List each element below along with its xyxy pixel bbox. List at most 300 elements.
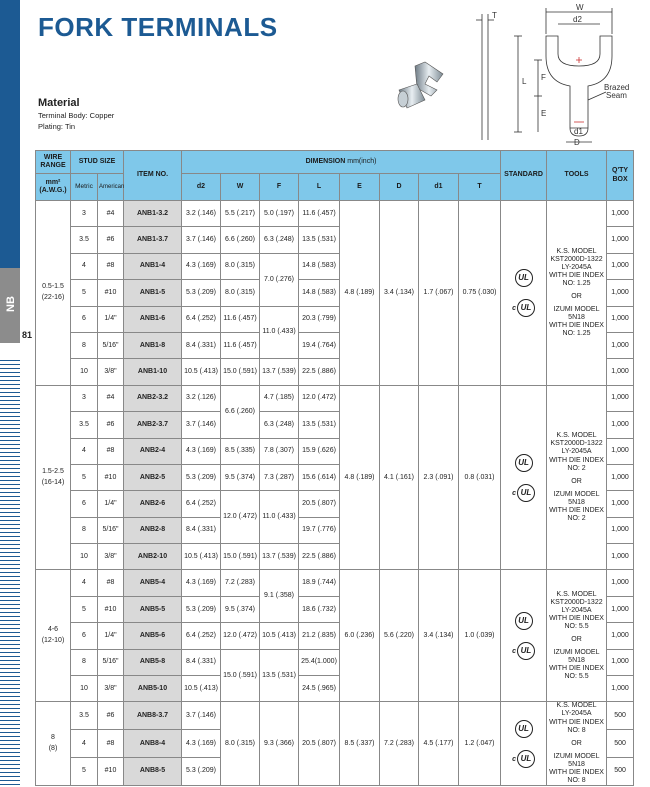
header-l: L [299, 174, 340, 201]
qty-cell: 1,000 [607, 649, 634, 675]
tools-line: NO: 2 [567, 514, 586, 522]
tools-line: NO: 1.25 [562, 279, 591, 287]
stud-metric-cell: 3 [71, 201, 98, 227]
cul-c-text: c [512, 304, 516, 312]
dim-d2-cell: 6.4 (.252) [182, 306, 221, 332]
tools-line: NO: 5.5 [564, 622, 589, 630]
tools-cell [547, 385, 607, 570]
dim-d2-cell: 4.3 (.169) [182, 570, 221, 596]
item-no-cell: ANB1-3.7 [124, 227, 182, 253]
qty-cell: 1,000 [607, 676, 634, 702]
ul-mark-icon: UL [515, 612, 533, 630]
dim-w-cell: 12.0 (.472) [221, 491, 260, 544]
dim-l-cell: 21.2 (.835) [299, 623, 340, 649]
stud-metric-cell: 6 [71, 623, 98, 649]
stud-metric-cell: 3.5 [71, 227, 98, 253]
item-no-cell: ANB2-6 [124, 491, 182, 517]
item-no-cell: ANB1-4 [124, 253, 182, 279]
dim-d-cell: 7.2 (.283) [380, 702, 419, 785]
material-block [38, 97, 114, 131]
dimension-diagram [466, 0, 646, 145]
ul-mark-icon: UL [515, 269, 533, 287]
dim-d2-cell: 6.4 (.252) [182, 623, 221, 649]
cul-mark-icon [512, 299, 535, 317]
wire-range-awg: (8) [48, 745, 58, 753]
side-tab[interactable] [0, 268, 20, 343]
dim-w-cell: 5.5 (.217) [221, 201, 260, 227]
qty-cell: 1,000 [607, 332, 634, 358]
tools-line: K.S. MODEL [556, 702, 597, 710]
tools-line: LY-2045A [561, 448, 592, 456]
dim-e-cell: 4.8 (.189) [340, 385, 380, 570]
tools-line: WITH DIE INDEX [549, 456, 604, 464]
qty-cell: 1,000 [607, 280, 634, 306]
stud-american-cell: #6 [98, 702, 124, 730]
item-no-cell: ANB8-3.7 [124, 702, 182, 730]
dim-w-cell: 8.0 (.315) [221, 280, 260, 306]
tools-line: KST2000D-1322 [550, 440, 603, 448]
tools-line: KST2000D-1322 [550, 598, 603, 606]
tools-line: WITH DIE INDEX [549, 506, 604, 514]
stud-metric-cell: 8 [71, 649, 98, 675]
wire-range-cell [36, 570, 71, 702]
item-no-cell: ANB2-8 [124, 517, 182, 543]
qty-cell: 1,000 [607, 359, 634, 385]
dim-f-cell: 9.3 (.366) [260, 702, 299, 785]
dim-d2-cell: 10.5 (.413) [182, 359, 221, 385]
qty-cell: 500 [607, 730, 634, 758]
header-d: D [380, 174, 419, 201]
tools-cell [547, 570, 607, 702]
dim-d2-cell: 10.5 (.413) [182, 676, 221, 702]
item-no-cell: ANB2-10 [124, 544, 182, 570]
qty-cell: 500 [607, 758, 634, 786]
stud-metric-cell: 4 [71, 570, 98, 596]
wire-range-mm: 1.5-2.5 [42, 468, 64, 476]
dim-d-label: D [574, 138, 580, 145]
tools-line: K.S. MODEL [556, 432, 597, 440]
dim-d1-cell: 4.5 (.177) [419, 702, 459, 785]
stud-metric-cell: 6 [71, 491, 98, 517]
item-no-cell: ANB5-5 [124, 596, 182, 622]
wire-range-mm: 8 [51, 734, 55, 742]
tools-line: 5N18 [568, 498, 585, 506]
stud-american-cell: 1/4" [98, 306, 124, 332]
item-no-cell: ANB1-10 [124, 359, 182, 385]
ul-mark-icon: UL [515, 454, 533, 472]
qty-cell: 1,000 [607, 517, 634, 543]
dim-w-cell: 15.0 (.591) [221, 649, 260, 702]
dim-f-cell: 13.7 (.539) [260, 544, 299, 570]
dim-f-cell: 10.5 (.413) [260, 623, 299, 649]
tools-line: OR [571, 635, 582, 643]
header-dimension-unit: mm(inch) [347, 157, 377, 165]
dim-f-cell: 5.0 (.197) [260, 201, 299, 227]
dim-t-cell: 1.0 (.039) [459, 570, 501, 702]
header-item-no: ITEM NO. [124, 151, 182, 201]
dim-l-cell: 25.4(1.000) [299, 649, 340, 675]
dim-w-cell: 15.0 (.591) [221, 544, 260, 570]
side-bar [0, 0, 20, 787]
dim-l-cell: 12.0 (.472) [299, 385, 340, 411]
tools-line: LY-2045A [561, 710, 592, 718]
dim-d2-cell: 3.7 (.146) [182, 227, 221, 253]
stud-metric-cell: 3.5 [71, 702, 98, 730]
cul-c-text: c [512, 755, 516, 763]
stud-metric-cell: 6 [71, 306, 98, 332]
item-no-cell: ANB2-4 [124, 438, 182, 464]
dim-d2-cell: 5.3 (.209) [182, 464, 221, 490]
wire-range-awg: (12-10) [41, 637, 65, 645]
header-f: F [260, 174, 299, 201]
header-standard: STANDARD [501, 151, 547, 201]
stud-american-cell: #8 [98, 570, 124, 596]
tools-line: K.S. MODEL [556, 247, 597, 255]
stud-american-cell: 5/16" [98, 649, 124, 675]
tools-line: NO: 2 [567, 464, 586, 472]
cul-mark-icon [512, 484, 535, 502]
header-qty-line1: Q'TY [612, 167, 629, 175]
dim-d1-cell: 3.4 (.134) [419, 570, 459, 702]
tools-line: 5N18 [568, 313, 585, 321]
table-row [36, 385, 634, 411]
wire-range-cell [36, 702, 71, 785]
stud-american-cell: 1/4" [98, 491, 124, 517]
dim-l-cell: 19.4 (.764) [299, 332, 340, 358]
tools-line: NO: 8 [567, 726, 586, 734]
qty-cell: 1,000 [607, 491, 634, 517]
header-wire-unit-mm: mm² [45, 178, 61, 186]
ul-mark-icon: UL [515, 720, 533, 738]
standard-cell [501, 702, 547, 785]
tools-line: WITH DIE INDEX [549, 271, 604, 279]
wire-range-awg: (22-16) [41, 294, 65, 302]
stud-metric-cell: 5 [71, 464, 98, 490]
header-american: American [98, 174, 124, 201]
cul-ul-text: UL [517, 484, 535, 502]
side-stripes [0, 360, 20, 787]
stud-american-cell: 3/8" [98, 544, 124, 570]
table-row [36, 702, 634, 730]
dim-w-cell: 6.6 (.260) [221, 385, 260, 438]
stud-metric-cell: 3 [71, 385, 98, 411]
qty-cell: 1,000 [607, 544, 634, 570]
dim-d2-cell: 3.7 (.146) [182, 702, 221, 730]
dim-l-cell: 20.3 (.799) [299, 306, 340, 332]
dim-d2-cell: 8.4 (.331) [182, 649, 221, 675]
tools-line: LY-2045A [561, 263, 592, 271]
dim-f-label: F [541, 73, 546, 82]
dim-l-cell: 11.6 (.457) [299, 201, 340, 227]
item-no-cell: ANB5-6 [124, 623, 182, 649]
item-no-cell: ANB5-10 [124, 676, 182, 702]
wire-range-mm: 0.5-1.5 [42, 283, 64, 291]
tools-line: OR [571, 477, 582, 485]
header-tools: TOOLS [547, 151, 607, 201]
item-no-cell: ANB2-3.2 [124, 385, 182, 411]
tools-line: KST2000D-1322 [550, 255, 603, 263]
cul-c-text: c [512, 489, 516, 497]
wire-range-cell [36, 201, 71, 386]
wire-range-awg: (16-14) [41, 479, 65, 487]
stud-metric-cell: 5 [71, 596, 98, 622]
dim-d2-cell: 4.3 (.169) [182, 253, 221, 279]
item-no-cell: ANB1-8 [124, 332, 182, 358]
dim-w-cell: 8.5 (.335) [221, 438, 260, 464]
header-wire-unit-awg: (A.W.G.) [39, 187, 67, 194]
qty-cell: 1,000 [607, 464, 634, 490]
tools-line: IZUMI MODEL [553, 648, 600, 656]
dim-d2-cell: 8.4 (.331) [182, 332, 221, 358]
dim-e-label: E [541, 109, 547, 118]
header-metric: Metric [71, 174, 98, 201]
stud-metric-cell: 4 [71, 438, 98, 464]
stud-american-cell: #4 [98, 201, 124, 227]
dim-l-cell: 22.5 (.886) [299, 359, 340, 385]
dim-f-cell: 13.7 (.539) [260, 359, 299, 385]
tools-line: 5N18 [568, 760, 585, 768]
stud-metric-cell: 8 [71, 332, 98, 358]
stud-american-cell: 5/16" [98, 517, 124, 543]
dim-d2-cell: 10.5 (.413) [182, 544, 221, 570]
stud-american-cell: #6 [98, 227, 124, 253]
stud-american-cell: 3/8" [98, 359, 124, 385]
cul-ul-text: UL [517, 750, 535, 768]
tools-line: WITH DIE INDEX [549, 665, 604, 673]
stud-metric-cell: 5 [71, 280, 98, 306]
cul-c-text: c [512, 647, 516, 655]
cul-ul-text: UL [517, 642, 535, 660]
item-no-cell: ANB1-6 [124, 306, 182, 332]
item-no-cell: ANB8-4 [124, 730, 182, 758]
qty-cell: 1,000 [607, 306, 634, 332]
stud-american-cell: #10 [98, 280, 124, 306]
dim-l-cell: 19.7 (.776) [299, 517, 340, 543]
item-no-cell: ANB1-3.2 [124, 201, 182, 227]
tools-line: K.S. MODEL [556, 590, 597, 598]
material-plating: Plating: Tin [38, 122, 76, 131]
tools-line: OR [571, 739, 582, 747]
tools-line: NO: 1.25 [562, 330, 591, 338]
dim-l-cell: 15.9 (.626) [299, 438, 340, 464]
dim-l-cell: 18.9 (.744) [299, 570, 340, 596]
stud-american-cell: #6 [98, 412, 124, 438]
stud-metric-cell: 5 [71, 758, 98, 786]
dim-d-cell: 3.4 (.134) [380, 201, 419, 386]
header-t: T [459, 174, 501, 201]
dim-f-cell: 9.1 (.358) [260, 570, 299, 623]
dim-l-cell: 14.8 (.583) [299, 280, 340, 306]
dim-f-cell: 11.0 (.433) [260, 491, 299, 544]
stud-metric-cell: 10 [71, 359, 98, 385]
item-no-cell: ANB1-5 [124, 280, 182, 306]
cul-mark-icon [512, 642, 535, 660]
dim-w-cell: 7.2 (.283) [221, 570, 260, 596]
qty-cell: 1,000 [607, 570, 634, 596]
header-w: W [221, 174, 260, 201]
qty-cell: 1,000 [607, 385, 634, 411]
stud-metric-cell: 8 [71, 517, 98, 543]
stud-metric-cell: 10 [71, 544, 98, 570]
dim-e-cell: 8.5 (.337) [340, 702, 380, 785]
wire-range-mm: 4-6 [47, 626, 59, 634]
tools-line: NO: 8 [567, 776, 586, 784]
tools-cell [547, 702, 607, 785]
dim-d2-cell: 4.3 (.169) [182, 730, 221, 758]
item-no-cell: ANB2-5 [124, 464, 182, 490]
item-no-cell: ANB8-5 [124, 758, 182, 786]
dim-l-cell: 13.5 (.531) [299, 412, 340, 438]
dim-t-cell: 0.8 (.031) [459, 385, 501, 570]
dim-f-cell: 13.5 (.531) [260, 649, 299, 702]
dim-f-cell: 6.3 (.248) [260, 412, 299, 438]
dim-d2-cell: 3.2 (.126) [182, 385, 221, 411]
tools-line: LY-2045A [561, 606, 592, 614]
standard-cell [501, 385, 547, 570]
dim-t-label: T [492, 11, 497, 20]
dim-f-cell: 6.3 (.248) [260, 227, 299, 253]
qty-cell: 1,000 [607, 438, 634, 464]
header-d1: d1 [419, 174, 459, 201]
stud-american-cell: #10 [98, 596, 124, 622]
stud-metric-cell: 10 [71, 676, 98, 702]
dim-w-cell: 6.6 (.260) [221, 227, 260, 253]
page-number: 81 [22, 330, 33, 340]
wire-range-cell [36, 385, 71, 570]
table-row [36, 570, 634, 596]
stud-american-cell: 5/16" [98, 332, 124, 358]
dim-t-cell: 0.75 (.030) [459, 201, 501, 386]
tools-line: 5N18 [568, 657, 585, 665]
dim-l-cell: 22.5 (.886) [299, 544, 340, 570]
tools-line: IZUMI MODEL [553, 752, 600, 760]
dim-d2-cell: 6.4 (.252) [182, 491, 221, 517]
tools-line: WITH DIE INDEX [549, 768, 604, 776]
header-dimension [182, 151, 501, 174]
dim-w-cell: 11.6 (.457) [221, 306, 260, 332]
dim-l-cell: 18.6 (.732) [299, 596, 340, 622]
header-wire-range: WIRE RANGE [36, 151, 71, 174]
dim-w-label: W [576, 3, 584, 12]
dim-e-cell: 6.0 (.236) [340, 570, 380, 702]
tools-line: IZUMI MODEL [553, 305, 600, 313]
standard-cell [501, 201, 547, 386]
qty-cell: 1,000 [607, 201, 634, 227]
qty-cell: 1,000 [607, 227, 634, 253]
stud-american-cell: #8 [98, 253, 124, 279]
dim-d2-cell: 5.3 (.209) [182, 758, 221, 786]
stud-american-cell: #8 [98, 730, 124, 758]
dim-w-cell: 8.0 (.315) [221, 253, 260, 279]
dim-t-cell: 1.2 (.047) [459, 702, 501, 785]
dim-e-cell: 4.8 (.189) [340, 201, 380, 386]
stud-metric-cell: 4 [71, 253, 98, 279]
item-no-cell: ANB2-3.7 [124, 412, 182, 438]
stud-metric-cell: 4 [71, 730, 98, 758]
tools-line: WITH DIE INDEX [549, 718, 604, 726]
dim-f-cell: 7.8 (.307) [260, 438, 299, 464]
dim-d2-cell: 3.2 (.146) [182, 201, 221, 227]
side-tab-label: NB [4, 296, 17, 312]
header-e: E [340, 174, 380, 201]
dim-w-cell: 8.0 (.315) [221, 702, 260, 785]
item-no-cell: ANB5-8 [124, 649, 182, 675]
dim-f-cell: 11.0 (.433) [260, 306, 299, 359]
dim-d1-label: d1 [574, 127, 583, 136]
header-wire-unit [36, 174, 71, 201]
tools-line: WITH DIE INDEX [549, 614, 604, 622]
tools-line: OR [571, 292, 582, 300]
dim-d2-cell: 3.7 (.146) [182, 412, 221, 438]
dim-w-cell: 9.5 (.374) [221, 464, 260, 490]
tools-line: WITH DIE INDEX [549, 322, 604, 329]
qty-cell: 1,000 [607, 623, 634, 649]
tools-line: IZUMI MODEL [553, 490, 600, 498]
header-dimension-label: DIMENSION [305, 157, 346, 165]
dim-d-cell: 4.1 (.161) [380, 385, 419, 570]
page-title: FORK TERMINALS [38, 12, 278, 42]
dim-w-cell: 12.0 (.472) [221, 623, 260, 649]
stud-american-cell: #8 [98, 438, 124, 464]
dim-d1-cell: 1.7 (.067) [419, 201, 459, 386]
cul-mark-icon [512, 750, 535, 768]
header-d2: d2 [182, 174, 221, 201]
dim-d-cell: 5.6 (.220) [380, 570, 419, 702]
qty-cell: 1,000 [607, 253, 634, 279]
header-qty-line2: BOX [612, 175, 628, 183]
cul-ul-text: UL [517, 299, 535, 317]
dim-l-cell: 15.6 (.614) [299, 464, 340, 490]
table-row [36, 201, 634, 227]
dim-d2-label: d2 [573, 15, 582, 24]
dim-d2-cell: 5.3 (.209) [182, 280, 221, 306]
dim-d2-cell: 5.3 (.209) [182, 596, 221, 622]
tools-cell [547, 201, 607, 386]
stud-american-cell: #4 [98, 385, 124, 411]
brazed-label: Brazed [604, 83, 630, 92]
tools-line: NO: 5.5 [564, 673, 589, 681]
dim-d2-cell: 8.4 (.331) [182, 517, 221, 543]
dim-w-cell: 15.0 (.591) [221, 359, 260, 385]
standard-cell [501, 570, 547, 702]
dim-f-cell: 7.3 (.287) [260, 464, 299, 490]
header-qty [607, 151, 634, 201]
dim-f-cell: 7.0 (.276) [260, 253, 299, 306]
dim-f-cell: 4.7 (.185) [260, 385, 299, 411]
dim-l-cell: 20.5 (.807) [299, 702, 340, 785]
material-body: Terminal Body: Copper [38, 111, 115, 120]
side-bar-blue [0, 0, 20, 268]
stud-american-cell: #10 [98, 758, 124, 786]
stud-american-cell: 3/8" [98, 676, 124, 702]
dim-l-cell: 24.5 (.965) [299, 676, 340, 702]
dim-d1-cell: 2.3 (.091) [419, 385, 459, 570]
spec-table [35, 150, 634, 786]
stud-american-cell: 1/4" [98, 623, 124, 649]
qty-cell: 1,000 [607, 412, 634, 438]
fork-terminal-photo [385, 60, 455, 120]
dim-l-cell: 13.5 (.531) [299, 227, 340, 253]
dim-l-label: L [522, 77, 527, 86]
dim-w-cell: 11.6 (.457) [221, 332, 260, 358]
dim-l-cell: 20.5 (.807) [299, 491, 340, 517]
stud-american-cell: #10 [98, 464, 124, 490]
item-no-cell: ANB5-4 [124, 570, 182, 596]
header-stud-size: STUD SIZE [71, 151, 124, 174]
dim-l-cell: 14.8 (.583) [299, 253, 340, 279]
dim-d2-cell: 4.3 (.169) [182, 438, 221, 464]
material-heading: Material [38, 97, 80, 109]
